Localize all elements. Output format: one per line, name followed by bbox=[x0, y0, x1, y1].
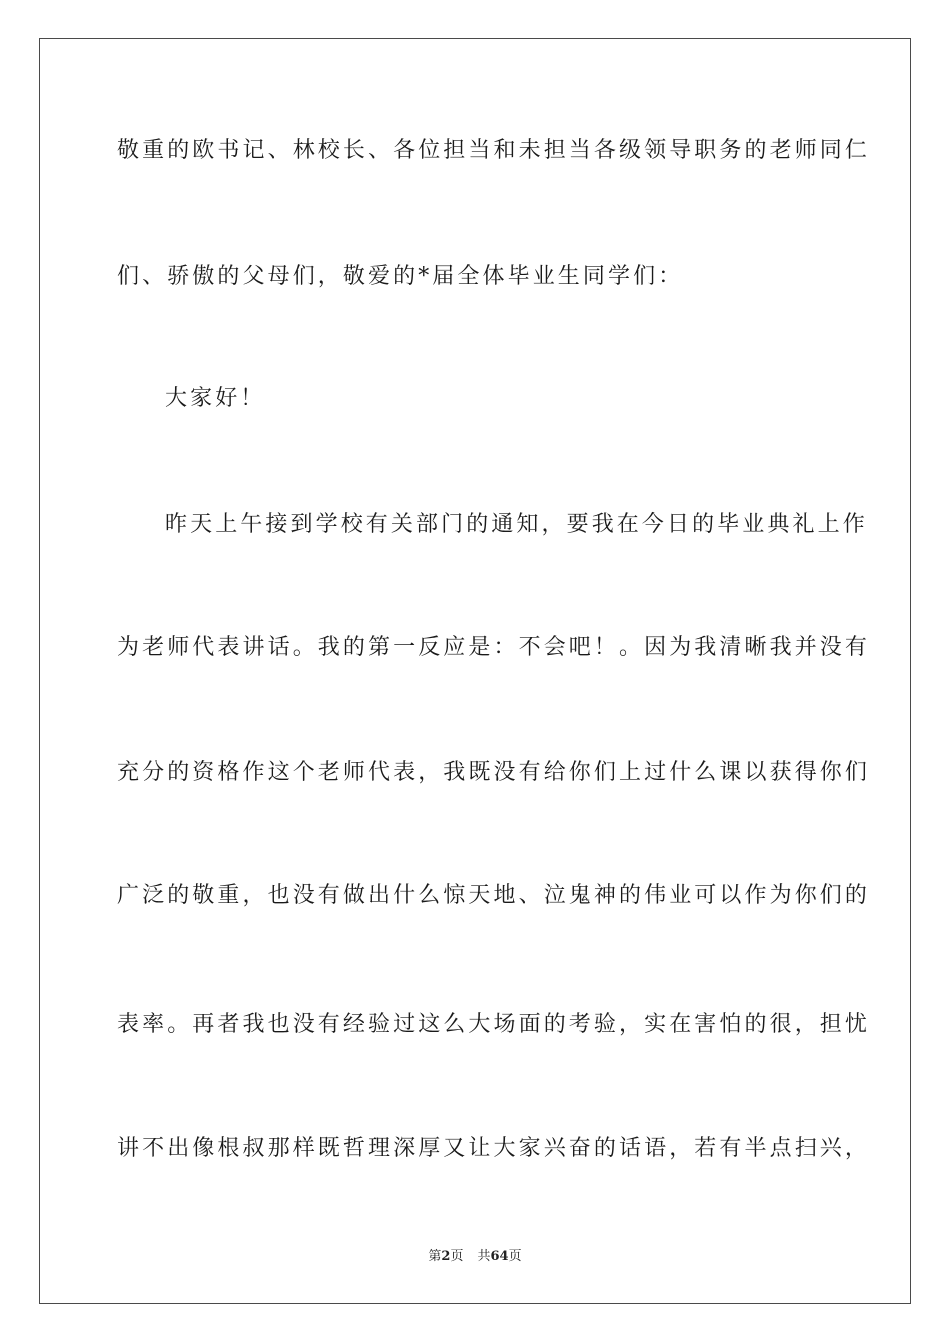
page-border bbox=[39, 38, 911, 1304]
body-line-5: 为老师代表讲话。我的第一反应是：不会吧！。因为我清晰我并没有 bbox=[117, 635, 871, 660]
page-prefix: 第 bbox=[428, 1249, 442, 1264]
body-line-9: 讲不出像根叔那样既哲理深厚又让大家兴奋的话语，若有半点扫兴， bbox=[117, 1136, 871, 1161]
total-pages: 64 bbox=[490, 1249, 509, 1264]
body-line-6: 充分的资格作这个老师代表，我既没有给你们上过什么课以获得你们 bbox=[117, 760, 871, 785]
body-line-1: 敬重的欧书记、林校长、各位担当和未担当各级领导职务的老师同仁 bbox=[117, 138, 871, 163]
page-number: 2 bbox=[441, 1249, 451, 1264]
body-line-greeting: 大家好！ bbox=[165, 386, 266, 411]
body-line-2: 们、骄傲的父母们，敬爱的*届全体毕业生同学们： bbox=[117, 264, 684, 289]
body-line-4: 昨天上午接到学校有关部门的通知，要我在今日的毕业典礼上作 bbox=[165, 512, 868, 537]
body-line-7: 广泛的敬重，也没有做出什么惊天地、泣鬼神的伟业可以作为你们的 bbox=[117, 883, 871, 908]
page-suffix: 页 bbox=[450, 1249, 464, 1264]
total-prefix: 共 bbox=[477, 1249, 491, 1264]
total-suffix: 页 bbox=[508, 1249, 522, 1264]
page-footer bbox=[0, 1248, 950, 1266]
body-line-8: 表率。再者我也没有经验过这么大场面的考验，实在害怕的很，担忧 bbox=[117, 1012, 871, 1037]
